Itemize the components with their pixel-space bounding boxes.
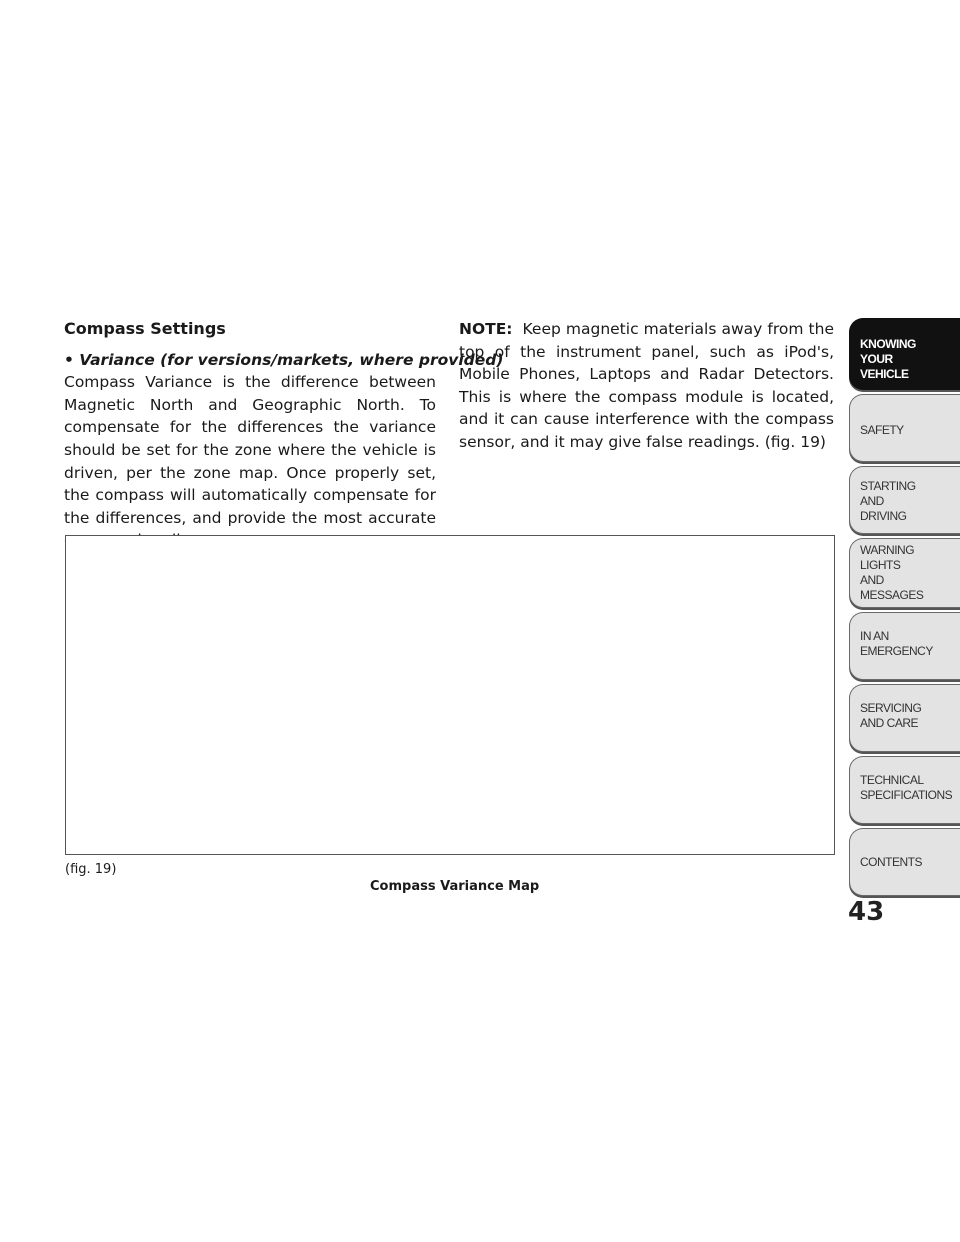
- tab-label: IN AN EMERGENCY: [860, 629, 933, 658]
- tab-servicing-and-care[interactable]: [849, 684, 960, 752]
- note-text: Keep magnetic materials away from the top of the instrument panel, such as iPod's, Mobile Phones, Laptops and Radar Detectors. This is where the compass module is located, and it can cause interference with the compass sensor, and it may give false readings. (fig. 19): [459, 320, 834, 451]
- section-heading: Compass Settings: [64, 319, 226, 338]
- page-number: 43: [848, 897, 885, 927]
- tab-warning-lights[interactable]: [849, 538, 960, 608]
- tab-in-an-emergency[interactable]: [849, 612, 960, 680]
- note-label: NOTE:: [459, 320, 513, 338]
- right-column: [459, 318, 834, 454]
- tab-knowing-your-vehicle[interactable]: [849, 318, 960, 390]
- variance-paragraph: Compass Variance is the difference between Magnetic North and Geographic North. To compensate for the differences the variance should be set for the zone where the vehicle is driven, per the zone map. Once properly set, the compass will automatically compensate for the differences, and provide the most accurate: [64, 373, 436, 527]
- tab-label: SERVICING AND CARE: [860, 701, 922, 730]
- tab-label: SAFETY: [860, 423, 904, 437]
- tab-label: KNOWING YOUR VEHICLE: [860, 337, 916, 381]
- tab-label: TECHNICAL SPECIFICATIONS: [860, 773, 953, 802]
- tab-label: STARTING AND DRIVING: [860, 479, 916, 523]
- variance-bullet: • Variance (for versions/markets, where provided): [64, 350, 504, 369]
- compass-variance-map-figure: [65, 535, 835, 855]
- note-paragraph: [459, 318, 834, 454]
- tab-starting-and-driving[interactable]: [849, 466, 960, 534]
- figure-label: (fig. 19): [65, 862, 117, 877]
- figure-caption: Compass Variance Map: [370, 879, 540, 894]
- tab-safety[interactable]: [849, 394, 960, 462]
- tab-label: CONTENTS: [860, 855, 922, 869]
- tab-technical-specifications[interactable]: [849, 756, 960, 824]
- tab-label: WARNING LIGHTS AND MESSAGES: [860, 543, 924, 602]
- tab-contents[interactable]: [849, 828, 960, 896]
